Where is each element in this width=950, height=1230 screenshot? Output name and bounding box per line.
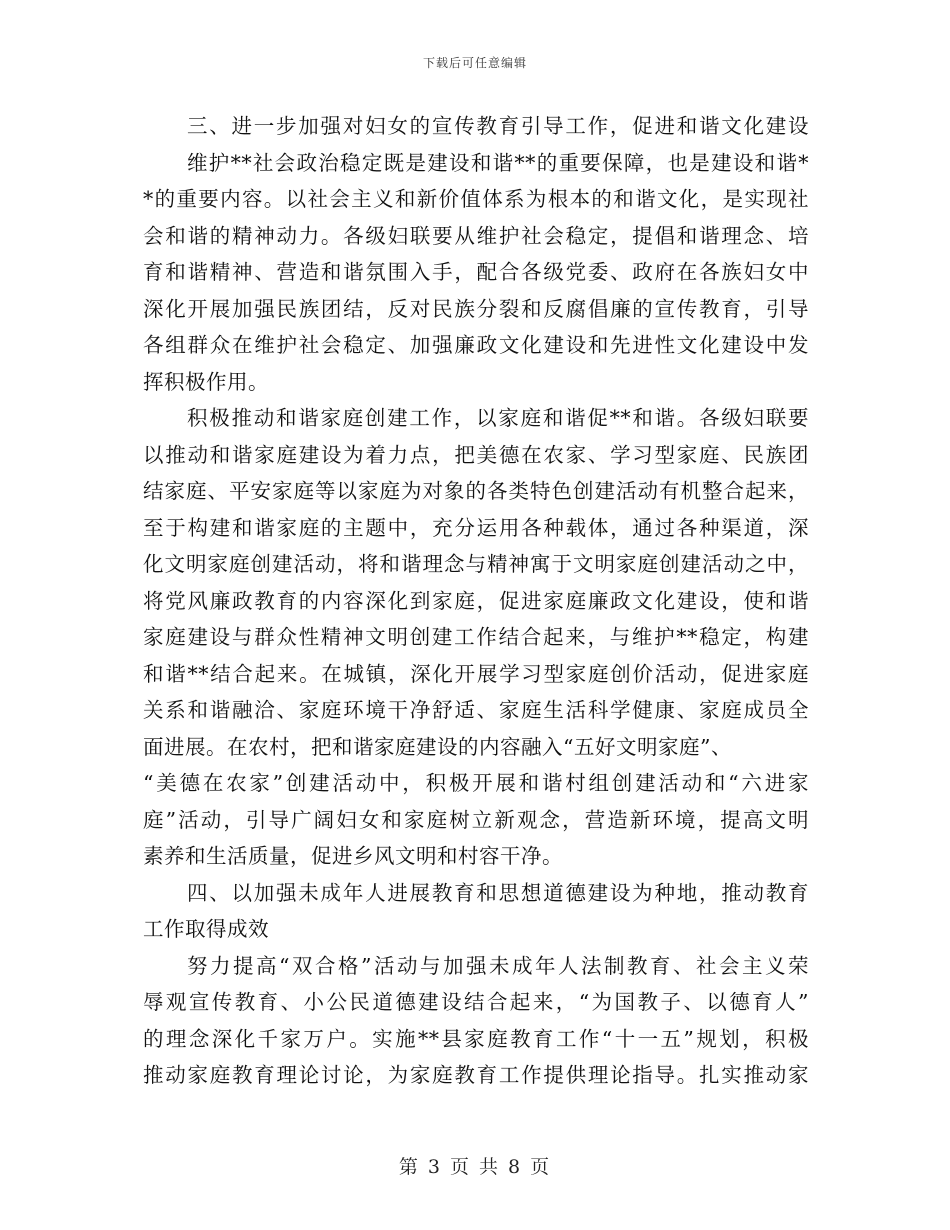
text-line: 推动家庭教育理论讨论，为家庭教育工作提供理论指导。扎实推动家 [143,1063,809,1087]
document-body [143,108,809,1094]
text-line: “美德在农家”创建活动中，积极开展和谐村组创建活动和“六进家 [143,771,809,795]
text-line: 关系和谐融洽、家庭环境干净舒适、家庭生活科学健康、家庭成员全 [143,698,809,722]
page-header: 下载后可任意编辑 [422,56,527,70]
text-line: 结家庭、平安家庭等以家庭为对象的各类特色创建活动有机整合起来， [143,479,809,503]
text-line: 辱观宣传教育、小公民道德建设结合起来，“为国教子、以德育人” [143,990,809,1014]
page-number-footer: 第 3 页 共 8 页 [398,1156,552,1178]
text-line: 深化开展加强民族团结，反对民族分裂和反腐倡廉的宣传教育，引导 [143,296,809,321]
text-line: 维护**社会政治稳定既是建设和谐**的重要保障，也是建设和谐* [187,150,809,175]
text-line: 化文明家庭创建活动，将和谐理念与精神寓于文明家庭创建活动之中， [143,552,809,576]
text-line: 工作取得成效 [143,917,269,941]
text-line: 会和谐的精神动力。各级妇联要从维护社会稳定，提倡和谐理念、培 [143,223,809,248]
text-line: 和谐**结合起来。在城镇，深化开展学习型家庭创价活动，促进家庭 [143,661,809,686]
text-line: 的理念深化千家万户。实施**县家庭教育工作“十一五”规划，积极 [143,1026,809,1051]
text-line: 积极推动和谐家庭创建工作，以家庭和谐促**和谐。各级妇联要 [187,406,809,430]
text-line: 素养和生活质量，促进乡风文明和村容干净。 [143,844,563,868]
text-line: 努力提高“双合格”活动与加强未成年人法制教育、社会主义荣 [187,953,809,978]
text-line: 家庭建设与群众性精神文明创建工作结合起来，与维护**稳定，构建 [143,625,809,649]
text-line: 以推动和谐家庭建设为着力点，把美德在农家、学习型家庭、民族团 [143,442,809,467]
text-line: 至于构建和谐家庭的主题中，充分运用各种载体，通过各种渠道，深 [143,515,809,540]
text-line: 面进展。在农村，把和谐家庭建设的内容融入“五好文明家庭”、 [143,734,732,759]
text-line: 四、以加强未成年人进展教育和思想道德建设为种地，推动教育 [187,880,809,905]
text-line: 庭”活动，引导广阔妇女和家庭树立新观念，营造新环境，提高文明 [143,807,809,832]
text-line: 育和谐精神、营造和谐氛围入手，配合各级党委、政府在各族妇女中 [143,260,809,284]
text-line: 三、进一步加强对妇女的宣传教育引导工作，促进和谐文化建设 [187,114,809,138]
text-line: 将党风廉政教育的内容深化到家庭，促进家庭廉政文化建设，使和谐 [143,588,809,613]
text-line: 挥积极作用。 [143,369,269,394]
text-line: *的重要内容。以社会主义和新价值体系为根本的和谐文化，是实现社 [143,187,809,211]
text-line: 各组群众在维护社会稳定、加强廉政文化建设和先进性文化建设中发 [143,333,809,357]
